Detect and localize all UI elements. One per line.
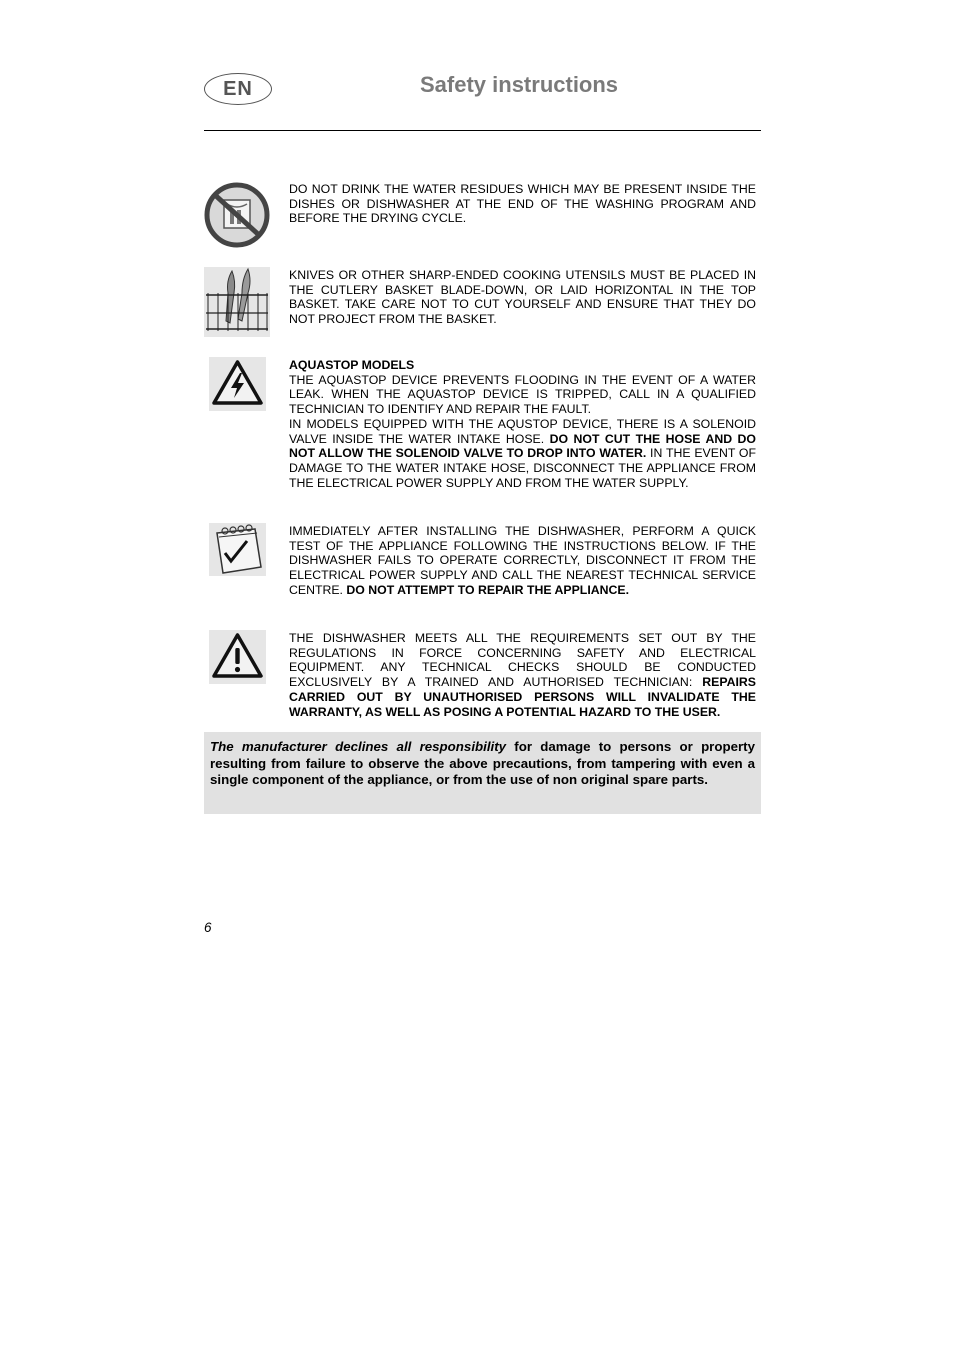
- warning-icon: [209, 630, 266, 684]
- checklist-icon: [209, 523, 266, 576]
- disclaimer-lead: The manufacturer declines all responsibility: [210, 739, 507, 754]
- page-title: Safety instructions: [420, 72, 619, 97]
- header-divider: [204, 130, 761, 131]
- safety-text: KNIVES OR OTHER SHARP-ENDED COOKING UTENSILS MUST BE PLACED IN THE CUTLERY BASKET BLADE-DOWN, OR LAID HORIZONTAL IN THE TOP BASKET. TAKE CARE NOT TO CUT YOURSELF AND ENSURE THAT THEY DO NOT PROJECT FROM THE BASKET.: [289, 268, 756, 327]
- disclaimer-box: [204, 732, 761, 814]
- knives-basket-icon: [204, 267, 270, 337]
- safety-text: THE DISHWASHER MEETS ALL THE REQUIREMENTS SET OUT BY THE REGULATIONS IN FORCE CONCERNING SAFETY AND ELECTRICAL EQUIPMENT. ANY TECHNICAL CHECKS SHOULD BE CONDUCTED EXCLUSIVELY BY A TRAINED AND AUTHORISED TECHNICIAN: REPAIRS CARRIED OUT BY UNAUTHORISED PERSONS WILL INVALIDATE THE WARRANTY, AS WELL AS POSING A POTENTIAL HAZARD TO THE USER.: [289, 631, 756, 719]
- no-drink-icon: [204, 182, 270, 248]
- safety-text: AQUASTOP MODELS THE AQUASTOP DEVICE PREVENTS FLOODING IN THE EVENT OF A WATER LEAK. WHEN THE AQUASTOP DEVICE IS TRIPPED, CALL IN A QUALIFIED TECHNICIAN TO IDENTIFY AND REPAIR THE FAULT. IN MODELS EQUIPPED WITH THE AQUSTOP DEVICE, THERE IS A SOLENOID VALVE INSIDE THE WATER INTAKE HOSE. DO NOT CUT THE HOSE AND DO NOT ALLOW THE SOLENOID VALVE TO DROP INTO WATER. IN THE EVENT OF DAMAGE TO THE WATER INTAKE HOSE, DISCONNECT THE APPLIANCE FROM THE ELECTRICAL POWER SUPPLY AND FROM THE WATER SUPPLY.: [289, 358, 756, 490]
- page-number: 6: [204, 920, 212, 935]
- safety-text: DO NOT DRINK THE WATER RESIDUES WHICH MAY BE PRESENT INSIDE THE DISHES OR DISHWASHER AT THE END OF THE WASHING PROGRAM AND BEFORE THE DRYING CYCLE.: [289, 182, 756, 226]
- disclaimer-text: for damage to persons or property resulting from failure to observe the above precautions, from tampering with even a single component of the appliance, or from the use of non original spare parts.: [210, 739, 755, 788]
- section-heading: AQUASTOP MODELS: [289, 358, 415, 372]
- electric-hazard-icon: [209, 357, 266, 411]
- safety-text: IMMEDIATELY AFTER INSTALLING THE DISHWASHER, PERFORM A QUICK TEST OF THE APPLIANCE FOLLOWING THE INSTRUCTIONS BELOW. IF THE DISHWASHER FAILS TO OPERATE CORRECTLY, DISCONNECT IT FROM THE ELECTRICAL POWER SUPPLY AND CALL THE NEAREST TECHNICAL SERVICE CENTRE. DO NOT ATTEMPT TO REPAIR THE APPLIANCE.: [289, 524, 756, 597]
- language-badge: EN: [204, 73, 272, 105]
